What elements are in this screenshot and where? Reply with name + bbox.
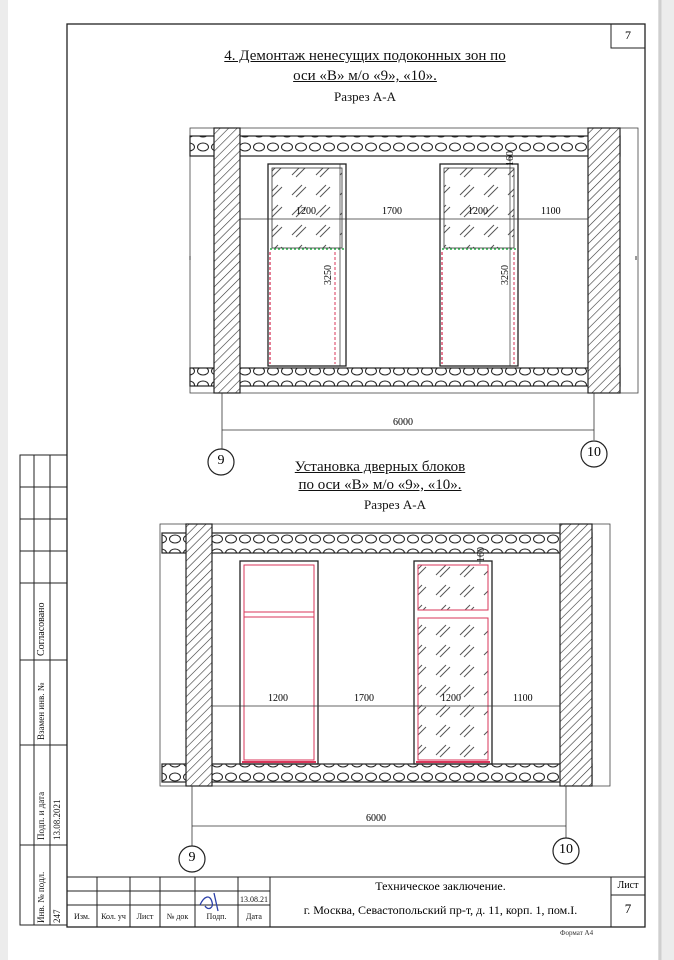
sheet-number: 7 xyxy=(624,901,632,916)
side-inv-value: 247 xyxy=(52,909,62,923)
side-inv-original-label: Инв. № подл. xyxy=(36,871,46,923)
s1-dim-height-2: 3250 xyxy=(500,265,511,285)
s1-dim-gap: 1700 xyxy=(382,206,402,217)
sheet-label: Лист xyxy=(617,880,639,891)
s1-dim-right: 1100 xyxy=(541,206,561,217)
s1-dim-height-1: 3250 xyxy=(323,265,334,285)
s2-dim-total: 6000 xyxy=(366,813,386,824)
s2-dim-top: 160 xyxy=(476,547,487,562)
section1-subtitle: Разрез А-А xyxy=(333,89,397,104)
s2-axis-left: 9 xyxy=(188,850,196,865)
sign-date-value: 13.08.21 xyxy=(240,895,268,904)
s2-axis-right: 10 xyxy=(559,842,573,857)
col-date: Дата xyxy=(246,912,262,921)
col-izm: Изм. xyxy=(74,912,90,921)
s2-dim-door1-width: 1200 xyxy=(268,693,288,704)
col-podp: Подп. xyxy=(206,912,227,921)
s2-dim-gap: 1700 xyxy=(354,693,374,704)
s2-dim-right: 1100 xyxy=(513,693,533,704)
section2-subtitle: Разрез А-А xyxy=(363,497,427,512)
s1-dim-total: 6000 xyxy=(393,417,413,428)
col-list: Лист xyxy=(136,912,154,921)
page-number-top: 7 xyxy=(625,28,631,42)
s1-axis-left: 9 xyxy=(217,453,225,468)
section2-title-line1: Установка дверных блоков xyxy=(294,459,466,475)
col-kol: Кол. уч xyxy=(101,912,126,921)
side-agreed-label: Согласовано xyxy=(36,602,47,656)
side-replace-inv-label: Взамен инв. № xyxy=(36,682,46,740)
format-label: Формат А4 xyxy=(560,929,594,937)
s1-dim-top: 160 xyxy=(505,151,516,166)
s2-dim-door2-width: 1200 xyxy=(441,693,461,704)
section1-title-line1: 4. Демонтаж ненесущих подоконных зон по xyxy=(224,48,506,64)
s1-axis-right: 10 xyxy=(587,445,601,460)
col-ndok: № док xyxy=(166,912,189,921)
doc-title: Техническое заключение. xyxy=(375,879,506,893)
section2-title-line2: по оси «В» м/о «9», «10». xyxy=(298,477,462,493)
s1-dim-window1-width: 1200 xyxy=(296,206,316,217)
doc-address: г. Москва, Севастопольский пр-т, д. 11, корп. 1, пом.I. xyxy=(303,903,578,917)
side-date-value: 13.08.2021 xyxy=(52,799,62,840)
s1-dim-window2-width: 1200 xyxy=(468,206,488,217)
side-sign-date-label: Подп. и дата xyxy=(36,791,46,840)
section1-title-line2: оси «В» м/о «9», «10». xyxy=(293,68,437,84)
